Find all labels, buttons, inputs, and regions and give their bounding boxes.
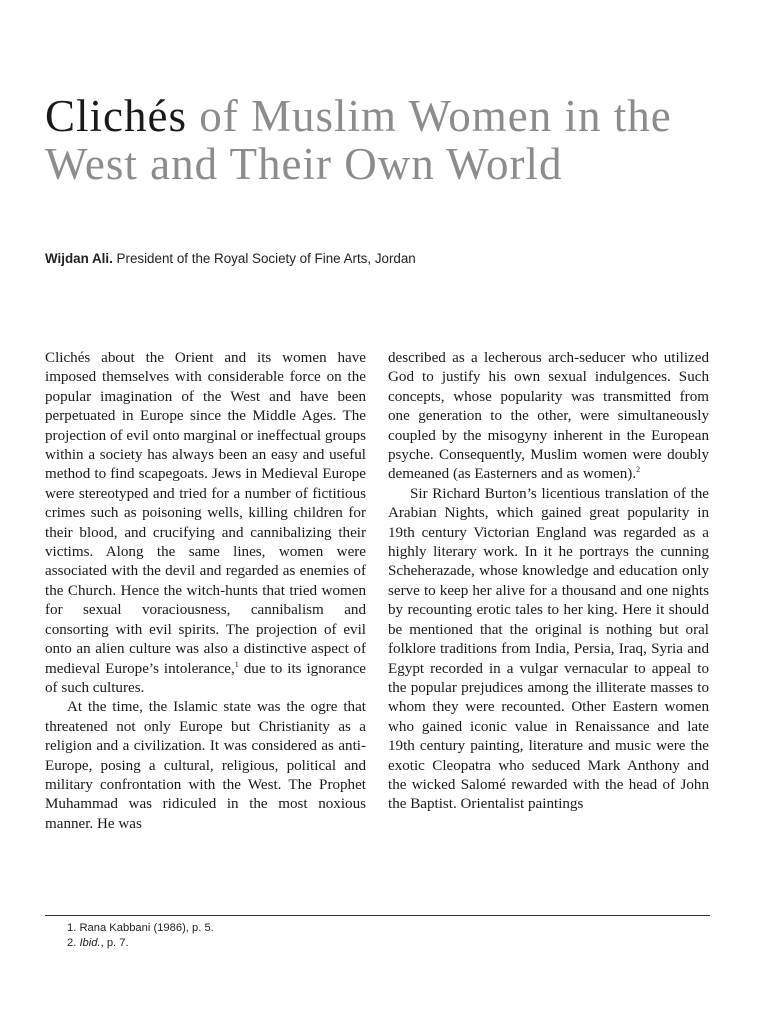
paragraph-text: described as a lecherous arch-seducer who utilized God to justify his own sexual indulgences. Such concepts, whose popularity was transmitted from one generation to the other, were simultaneously coupled by the misogyny inherent in the European psyche. Consequently, Muslim women were doubly demeaned (as Easterners and as women). — [388, 350, 709, 483]
paragraph-text: due to its ignorance of such cultures. — [45, 660, 366, 696]
author-name: Wijdan Ali. — [45, 251, 113, 266]
paragraph — [388, 349, 709, 485]
article-title — [45, 92, 725, 188]
footnote-number: 2. — [67, 936, 80, 949]
footnote-2 — [67, 936, 707, 951]
footnote-1: 1. Rana Kabbani (1986), p. 5. — [67, 922, 214, 934]
author-affiliation: President of the Royal Society of Fine Arts, Jordan — [112, 251, 416, 266]
footnote-page: , p. 7. — [100, 936, 129, 949]
paragraph: At the time, the Islamic state was the ogre that threatened not only Europe but Christianity as a religion and a civilization. It was considered as anti-Europe, posing a cultural, religious, political and military confrontation with the West. The Prophet Muhammad was ridiculed in the most noxious manner. He was — [45, 699, 366, 832]
paragraph: Sir Richard Burton’s licentious translation of the Arabian Nights, which gained great popularity in 19th century Victorian England was regarded as a highly literary work. In it he portrays the cunning Scheherazade, whose knowledge and education only serve to keep her alive for a thousand and one nights by recounting erotic tales to her king. Here it should be mentioned that the original is nothing but oral folklore traditions from India, Persia, Iraq, Syria and Egypt recorded in a vulgar vernacular to appeal to the popular prejudices among the illiterate masses to whom they were recounted. Other Eastern women who gained iconic value in Renaissance and late 19th century painting, literature and music were the exotic Cleopatra who seduced Mark Anthony and the wicked Salomé rewarded with the head of John the Baptist. Orientalist paintings — [388, 485, 709, 813]
body-column-left — [45, 349, 366, 834]
title-keyword: Clichés — [45, 91, 187, 141]
paragraph-text: Clichés about the Orient and its women have imposed themselves with considerable force on the popular imagination of the West and have been perpetuated in Europe since the Middle Ages. The projection of evil onto marginal or ineffectual groups within a society has always been an easy and useful method to find scapegoats. Jews in Medieval Europe were stereotyped and tried for a number of fictitious crimes such as poisoning wells, killing children for their blood, and crucifying and cannibalizing their victims. Along the same lines, women were associated with the devil and regarded as enemies of the Church. Hence the witch-hunts that tried women for sexual voraciousness, cannibalism and consorting with evil spirits. The projection of evil onto an alien culture was also a distinctive aspect of medieval Europe’s intolerance, — [45, 350, 366, 677]
footnote-divider — [45, 915, 710, 916]
title-remainder: of Muslim Women in the West and Their Own World — [45, 91, 672, 189]
footnotes — [67, 921, 707, 950]
footnote-ref-2[interactable]: 2 — [636, 465, 641, 475]
paragraph — [45, 349, 366, 698]
footnote-ibid: Ibid. — [79, 936, 101, 949]
footnote-ref-1[interactable]: 1 — [234, 659, 239, 669]
body-column-right — [388, 349, 709, 815]
author-byline — [45, 251, 725, 266]
